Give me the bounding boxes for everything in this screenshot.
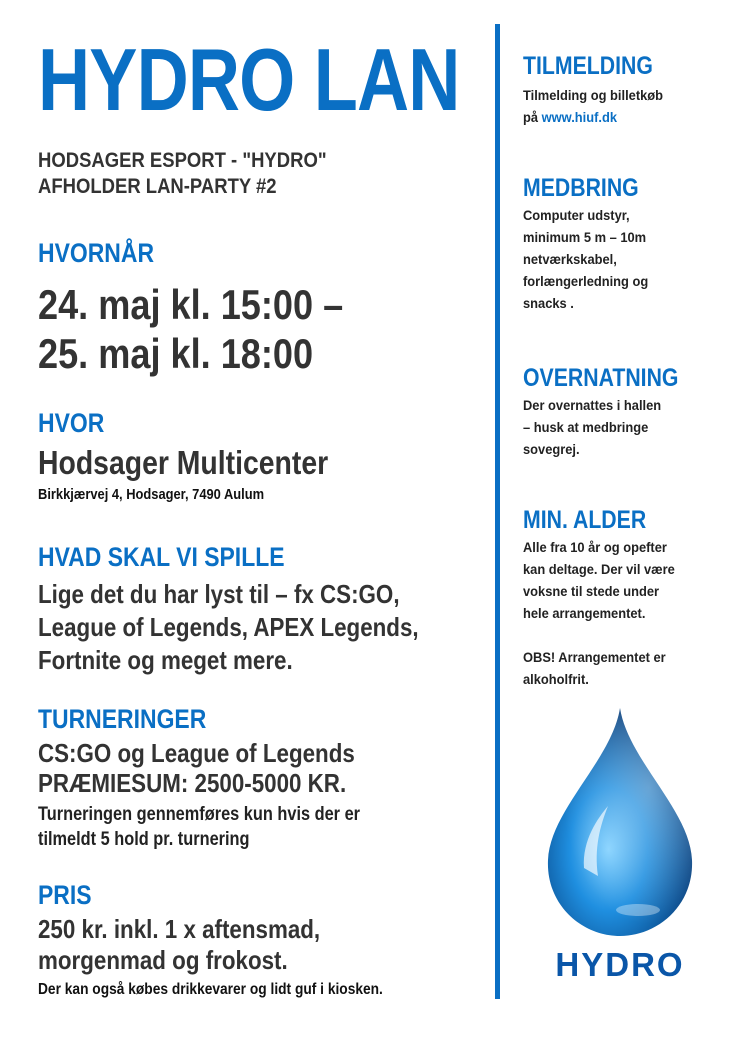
tournaments-line-1: CS:GO og League of Legends bbox=[38, 738, 355, 768]
games-line-3: Fortnite og meget mere. bbox=[38, 645, 293, 675]
subtitle-line-2: AFHOLDER LAN-PARTY #2 bbox=[38, 175, 277, 198]
price-line-1: 250 kr. inkl. 1 x aftensmad, bbox=[38, 914, 321, 944]
age-heading: MIN. ALDER bbox=[523, 506, 647, 534]
games-line-2: League of Legends, APEX Legends, bbox=[38, 612, 419, 642]
bring-text bbox=[523, 204, 648, 314]
bring-line-5: snacks . bbox=[523, 295, 574, 311]
tournaments-line-2: PRÆMIESUM: 2500-5000 KR. bbox=[38, 768, 347, 798]
price-line-2: morgenmad og frokost. bbox=[38, 945, 288, 975]
signup-text bbox=[523, 84, 663, 128]
where-venue: Hodsager Multicenter bbox=[38, 444, 329, 481]
when-line-1: 24. maj kl. 15:00 – bbox=[38, 281, 344, 328]
hydro-logo bbox=[520, 700, 720, 990]
where-address: Birkkjærvej 4, Hodsager, 7490 Aulum bbox=[38, 486, 265, 503]
games-text bbox=[38, 578, 419, 677]
water-drop-icon bbox=[520, 700, 720, 940]
bring-line-4: forlængerledning og bbox=[523, 273, 649, 289]
signup-heading: TILMELDING bbox=[523, 52, 653, 80]
signup-link[interactable]: www.hiuf.dk bbox=[541, 109, 617, 125]
when-heading: HVORNÅR bbox=[38, 238, 155, 268]
tournaments-note-line-1: Turneringen gennemføres kun hvis der er bbox=[38, 804, 361, 825]
price-note: Der kan også købes drikkevarer og lidt guf i kiosken. bbox=[38, 981, 383, 998]
signup-line-2 bbox=[523, 106, 663, 128]
games-line-1: Lige det du har lyst til – fx CS:GO, bbox=[38, 579, 400, 609]
when-line-2: 25. maj kl. 18:00 bbox=[38, 330, 314, 377]
tournaments-note-line-2: tilmeldt 5 hold pr. turnering bbox=[38, 829, 250, 850]
age-line-2: kan deltage. Der vil være bbox=[523, 561, 675, 577]
subtitle-line-1: HODSAGER ESPORT - "HYDRO" bbox=[38, 149, 327, 172]
games-heading: HVAD SKAL VI SPILLE bbox=[38, 542, 285, 572]
price-heading: PRIS bbox=[38, 880, 92, 910]
signup-prefix: på bbox=[523, 109, 542, 125]
overnight-text bbox=[523, 394, 661, 460]
overnight-line-3: sovegrej. bbox=[523, 441, 580, 457]
bring-line-1: Computer udstyr, bbox=[523, 207, 630, 223]
age-line-1: Alle fra 10 år og opefter bbox=[523, 539, 667, 555]
age-note-line-1: OBS! Arrangementet er bbox=[523, 649, 666, 665]
age-line-4: hele arrangementet. bbox=[523, 605, 646, 621]
bring-line-2: minimum 5 m – 10m bbox=[523, 229, 647, 245]
when-dates bbox=[38, 280, 343, 378]
bring-line-3: netværkskabel, bbox=[523, 251, 617, 267]
poster-subtitle bbox=[38, 148, 327, 200]
age-note-line-2: alkoholfrit. bbox=[523, 671, 589, 687]
column-divider bbox=[495, 24, 500, 999]
tournaments-text bbox=[38, 738, 355, 798]
overnight-line-1: Der overnattes i hallen bbox=[523, 397, 662, 413]
price-text bbox=[38, 914, 320, 976]
tournaments-note bbox=[38, 802, 360, 852]
signup-line-1: Tilmelding og billetkøb bbox=[523, 87, 664, 103]
tournaments-heading: TURNERINGER bbox=[38, 704, 207, 734]
age-line-3: voksne til stede under bbox=[523, 583, 660, 599]
overnight-heading: OVERNATNING bbox=[523, 364, 679, 392]
logo-text: HYDRO bbox=[555, 946, 685, 983]
age-text bbox=[523, 536, 675, 624]
bring-heading: MEDBRING bbox=[523, 174, 639, 202]
poster-title: HYDRO LAN bbox=[38, 30, 460, 129]
age-note bbox=[523, 646, 666, 690]
overnight-line-2: – husk at medbringe bbox=[523, 419, 649, 435]
where-heading: HVOR bbox=[38, 408, 105, 438]
